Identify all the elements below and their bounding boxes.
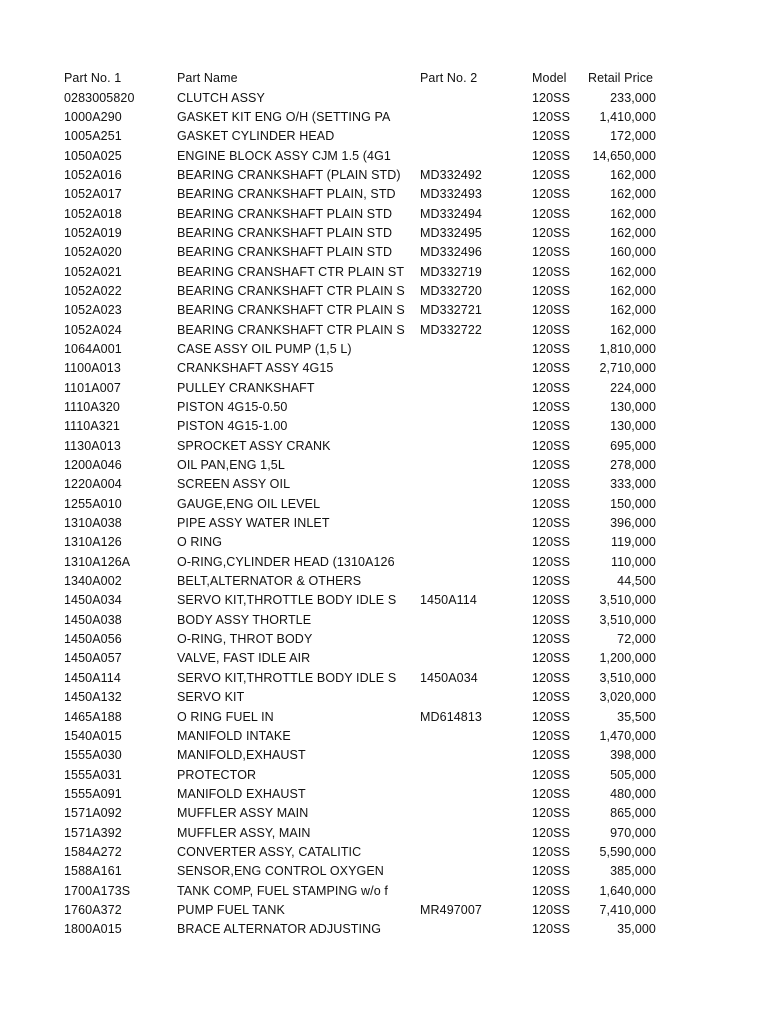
table-row bbox=[62, 88, 657, 107]
cell-part-no-1: 1052A022 bbox=[64, 283, 122, 298]
cell-model: 120SS bbox=[532, 844, 571, 859]
cell-part-no-1: 1450A114 bbox=[64, 670, 121, 685]
cell-model: 120SS bbox=[532, 322, 571, 337]
cell-part-no-1: 1110A320 bbox=[64, 400, 120, 415]
cell-retail-price: 3,510,000 bbox=[599, 670, 656, 685]
cell-part-no-1: 1064A001 bbox=[64, 341, 122, 356]
table-row bbox=[62, 262, 657, 281]
cell-part-name: CRANKSHAFT ASSY 4G15 bbox=[177, 361, 334, 376]
table-row bbox=[62, 204, 657, 223]
cell-part-name: OIL PAN,ENG 1,5L bbox=[177, 458, 285, 473]
cell-part-name: BEARING CRANSHAFT CTR PLAIN ST bbox=[177, 264, 405, 279]
cell-part-name: GASKET CYLINDER HEAD bbox=[177, 129, 335, 144]
cell-model: 120SS bbox=[532, 264, 571, 279]
cell-part-name: BEARING CRANKSHAFT (PLAIN STD) bbox=[177, 167, 401, 182]
cell-model: 120SS bbox=[532, 380, 571, 395]
cell-part-no-2 bbox=[418, 649, 530, 668]
cell-retail-price: 162,000 bbox=[610, 187, 656, 202]
header-retail-price: Retail Price bbox=[588, 71, 654, 86]
cell-part-no-2 bbox=[418, 108, 530, 127]
cell-part-name: MUFFLER ASSY MAIN bbox=[177, 806, 309, 821]
cell-part-no-1: 1540A015 bbox=[64, 728, 122, 743]
table-row bbox=[62, 417, 657, 436]
cell-part-name: TANK COMP, FUEL STAMPING w/o f bbox=[177, 883, 388, 898]
cell-part-name: GAUGE,ENG OIL LEVEL bbox=[177, 496, 321, 511]
cell-retail-price: 150,000 bbox=[610, 496, 656, 511]
table-row bbox=[62, 398, 657, 417]
cell-part-name: CLUTCH ASSY bbox=[177, 90, 265, 105]
cell-retail-price: 7,410,000 bbox=[599, 902, 656, 917]
table-row bbox=[62, 843, 657, 862]
cell-part-no-2 bbox=[418, 398, 530, 417]
cell-part-no-1: 1100A013 bbox=[64, 361, 121, 376]
cell-part-no-2 bbox=[418, 88, 530, 107]
cell-retail-price: 1,410,000 bbox=[599, 109, 656, 124]
parts-price-table bbox=[62, 69, 657, 939]
cell-retail-price: 35,000 bbox=[617, 922, 656, 937]
table-row bbox=[62, 224, 657, 243]
cell-retail-price: 1,200,000 bbox=[599, 651, 656, 666]
cell-retail-price: 72,000 bbox=[617, 632, 656, 647]
cell-part-name: O RING FUEL IN bbox=[177, 709, 274, 724]
cell-retail-price: 3,510,000 bbox=[599, 612, 656, 627]
cell-part-no-2 bbox=[418, 862, 530, 881]
table-row bbox=[62, 166, 657, 185]
cell-model: 120SS bbox=[532, 786, 571, 801]
cell-retail-price: 130,000 bbox=[610, 400, 656, 415]
cell-model: 120SS bbox=[532, 554, 571, 569]
table-row bbox=[62, 630, 657, 649]
cell-retail-price: 162,000 bbox=[610, 283, 656, 298]
cell-model: 120SS bbox=[532, 419, 571, 434]
cell-part-no-2 bbox=[418, 514, 530, 533]
cell-part-no-2: MD332720 bbox=[420, 283, 482, 298]
cell-model: 120SS bbox=[532, 129, 571, 144]
cell-retail-price: 162,000 bbox=[610, 167, 656, 182]
table-row bbox=[62, 707, 657, 726]
cell-part-no-1: 1800A015 bbox=[64, 922, 122, 937]
cell-part-name: CASE ASSY OIL PUMP (1,5 L) bbox=[177, 341, 352, 356]
cell-part-name: BEARING CRANKSHAFT PLAIN STD bbox=[177, 206, 393, 221]
table-row bbox=[62, 881, 657, 900]
table-row bbox=[62, 688, 657, 707]
cell-model: 120SS bbox=[532, 864, 571, 879]
table-row bbox=[62, 282, 657, 301]
cell-part-no-2: MD332496 bbox=[420, 245, 482, 260]
cell-part-name: ENGINE BLOCK ASSY CJM 1.5 (4G1 bbox=[177, 148, 391, 163]
cell-part-no-1: 1052A017 bbox=[64, 187, 122, 202]
cell-part-name: SCREEN ASSY OIL bbox=[177, 477, 291, 492]
cell-part-name: BEARING CRANKSHAFT CTR PLAIN S bbox=[177, 283, 405, 298]
cell-retail-price: 35,500 bbox=[617, 709, 656, 724]
cell-part-no-2 bbox=[418, 379, 530, 398]
table-row bbox=[62, 320, 657, 339]
cell-model: 120SS bbox=[532, 148, 571, 163]
cell-part-name: MUFFLER ASSY, MAIN bbox=[177, 825, 311, 840]
cell-part-no-1: 1450A056 bbox=[64, 632, 122, 647]
cell-part-no-1: 1571A392 bbox=[64, 825, 122, 840]
table-row bbox=[62, 456, 657, 475]
cell-retail-price: 865,000 bbox=[610, 806, 656, 821]
cell-part-no-1: 1000A290 bbox=[64, 109, 122, 124]
cell-part-no-1: 1310A038 bbox=[64, 516, 122, 531]
cell-part-no-2 bbox=[418, 553, 530, 572]
cell-model: 120SS bbox=[532, 883, 571, 898]
cell-part-name: BELT,ALTERNATOR & OTHERS bbox=[177, 574, 362, 589]
table-row bbox=[62, 862, 657, 881]
cell-part-no-1: 1050A025 bbox=[64, 148, 122, 163]
header-part-no-1: Part No. 1 bbox=[64, 71, 122, 86]
cell-part-name: SERVO KIT bbox=[177, 690, 245, 705]
cell-part-no-1: 1005A251 bbox=[64, 129, 122, 144]
cell-part-name: SERVO KIT,THROTTLE BODY IDLE S bbox=[177, 670, 397, 685]
cell-part-no-1: 1052A018 bbox=[64, 206, 122, 221]
cell-model: 120SS bbox=[532, 709, 571, 724]
table-row bbox=[62, 379, 657, 398]
cell-part-no-1: 1700A173S bbox=[64, 883, 131, 898]
table-row bbox=[62, 920, 657, 939]
table-row bbox=[62, 901, 657, 920]
cell-part-no-2: MD332719 bbox=[420, 264, 482, 279]
table-row bbox=[62, 572, 657, 591]
cell-part-no-2 bbox=[418, 340, 530, 359]
table-row bbox=[62, 243, 657, 262]
header-part-name: Part Name bbox=[177, 71, 238, 86]
cell-model: 120SS bbox=[532, 496, 571, 511]
cell-part-no-2 bbox=[418, 475, 530, 494]
cell-model: 120SS bbox=[532, 651, 571, 666]
cell-model: 120SS bbox=[532, 535, 571, 550]
cell-part-no-2: 1450A034 bbox=[420, 670, 478, 685]
cell-part-no-1: 1310A126A bbox=[64, 554, 131, 569]
cell-part-no-2 bbox=[418, 417, 530, 436]
cell-part-no-2: MD332495 bbox=[420, 225, 482, 240]
cell-part-name: PULLEY CRANKSHAFT bbox=[177, 380, 315, 395]
cell-part-name: MANIFOLD,EXHAUST bbox=[177, 748, 306, 763]
cell-model: 120SS bbox=[532, 767, 571, 782]
cell-part-name: O-RING,CYLINDER HEAD (1310A126 bbox=[177, 554, 395, 569]
cell-part-name: PROTECTOR bbox=[177, 767, 257, 782]
table-row bbox=[62, 340, 657, 359]
cell-part-no-2 bbox=[418, 746, 530, 765]
cell-model: 120SS bbox=[532, 90, 571, 105]
cell-part-name: BEARING CRANKSHAFT PLAIN, STD bbox=[177, 187, 396, 202]
cell-model: 120SS bbox=[532, 690, 571, 705]
cell-part-no-2: MD332492 bbox=[420, 167, 482, 182]
cell-part-no-1: 1760A372 bbox=[64, 902, 122, 917]
cell-part-no-2: MD332494 bbox=[420, 206, 482, 221]
cell-retail-price: 162,000 bbox=[610, 225, 656, 240]
cell-part-name: PIPE ASSY WATER INLET bbox=[177, 516, 330, 531]
cell-model: 120SS bbox=[532, 902, 571, 917]
cell-part-no-2 bbox=[418, 127, 530, 146]
cell-part-name: SERVO KIT,THROTTLE BODY IDLE S bbox=[177, 593, 397, 608]
cell-model: 120SS bbox=[532, 245, 571, 260]
cell-part-name: BEARING CRANKSHAFT PLAIN STD bbox=[177, 225, 393, 240]
cell-part-no-2 bbox=[418, 765, 530, 784]
cell-part-no-2 bbox=[418, 456, 530, 475]
cell-retail-price: 14,650,000 bbox=[592, 148, 656, 163]
cell-retail-price: 970,000 bbox=[610, 825, 656, 840]
cell-part-no-1: 1200A046 bbox=[64, 458, 122, 473]
cell-retail-price: 162,000 bbox=[610, 322, 656, 337]
cell-model: 120SS bbox=[532, 458, 571, 473]
cell-part-no-2 bbox=[418, 727, 530, 746]
cell-part-name: SPROCKET ASSY CRANK bbox=[177, 438, 331, 453]
cell-part-no-1: 1310A126 bbox=[64, 535, 122, 550]
table-row bbox=[62, 553, 657, 572]
cell-model: 120SS bbox=[532, 516, 571, 531]
table-body bbox=[62, 88, 657, 939]
cell-part-no-1: 1052A020 bbox=[64, 245, 122, 260]
cell-part-name: VALVE, FAST IDLE AIR bbox=[177, 651, 311, 666]
cell-part-name: BEARING CRANKSHAFT CTR PLAIN S bbox=[177, 322, 405, 337]
table-row bbox=[62, 669, 657, 688]
cell-retail-price: 480,000 bbox=[610, 786, 656, 801]
table-row bbox=[62, 804, 657, 823]
table-row bbox=[62, 591, 657, 610]
cell-model: 120SS bbox=[532, 167, 571, 182]
cell-part-no-2 bbox=[418, 920, 530, 939]
cell-part-no-2 bbox=[418, 572, 530, 591]
cell-model: 120SS bbox=[532, 303, 571, 318]
cell-part-no-2 bbox=[418, 146, 530, 165]
cell-retail-price: 110,000 bbox=[611, 554, 656, 569]
cell-model: 120SS bbox=[532, 574, 571, 589]
cell-model: 120SS bbox=[532, 341, 571, 356]
table-row bbox=[62, 514, 657, 533]
cell-part-no-1: 1052A024 bbox=[64, 322, 122, 337]
cell-part-no-1: 1555A091 bbox=[64, 786, 122, 801]
cell-part-name: PISTON 4G15-0.50 bbox=[177, 400, 288, 415]
cell-part-no-2 bbox=[418, 688, 530, 707]
cell-retail-price: 505,000 bbox=[610, 767, 656, 782]
cell-retail-price: 44,500 bbox=[617, 574, 656, 589]
cell-part-no-2 bbox=[418, 804, 530, 823]
cell-retail-price: 1,470,000 bbox=[599, 728, 656, 743]
cell-model: 120SS bbox=[532, 748, 571, 763]
cell-model: 120SS bbox=[532, 400, 571, 415]
cell-model: 120SS bbox=[532, 922, 571, 937]
cell-part-no-1: 1571A092 bbox=[64, 806, 122, 821]
cell-part-no-1: 1450A034 bbox=[64, 593, 122, 608]
cell-part-no-1: 1450A038 bbox=[64, 612, 122, 627]
cell-part-no-1: 1130A013 bbox=[64, 438, 121, 453]
table-row bbox=[62, 823, 657, 842]
table-header bbox=[62, 69, 657, 88]
cell-part-no-1: 1340A002 bbox=[64, 574, 122, 589]
cell-model: 120SS bbox=[532, 438, 571, 453]
cell-part-no-1: 1450A132 bbox=[64, 690, 122, 705]
cell-part-name: GASKET KIT ENG O/H (SETTING PA bbox=[177, 109, 391, 124]
cell-retail-price: 5,590,000 bbox=[599, 844, 656, 859]
cell-part-name: MANIFOLD EXHAUST bbox=[177, 786, 306, 801]
table-row bbox=[62, 108, 657, 127]
cell-model: 120SS bbox=[532, 593, 571, 608]
cell-retail-price: 396,000 bbox=[610, 516, 656, 531]
cell-part-no-2 bbox=[418, 437, 530, 456]
cell-retail-price: 162,000 bbox=[610, 303, 656, 318]
cell-part-no-2 bbox=[418, 823, 530, 842]
table-row bbox=[62, 301, 657, 320]
cell-part-name: SENSOR,ENG CONTROL OXYGEN bbox=[177, 864, 384, 879]
cell-part-no-2 bbox=[418, 533, 530, 552]
header-part-no-2: Part No. 2 bbox=[420, 71, 478, 86]
table-row bbox=[62, 785, 657, 804]
cell-part-no-2 bbox=[418, 611, 530, 630]
cell-part-no-1: 1450A057 bbox=[64, 651, 122, 666]
cell-retail-price: 3,020,000 bbox=[599, 690, 656, 705]
cell-part-name: BEARING CRANKSHAFT CTR PLAIN S bbox=[177, 303, 405, 318]
cell-part-no-1: 1555A030 bbox=[64, 748, 122, 763]
cell-retail-price: 385,000 bbox=[610, 864, 656, 879]
cell-part-name: O-RING, THROT BODY bbox=[177, 632, 313, 647]
cell-part-name: O RING bbox=[177, 535, 223, 550]
cell-retail-price: 398,000 bbox=[610, 748, 656, 763]
cell-model: 120SS bbox=[532, 225, 571, 240]
cell-part-name: BRACE ALTERNATOR ADJUSTING bbox=[177, 922, 382, 937]
cell-part-no-2 bbox=[418, 843, 530, 862]
table-row bbox=[62, 127, 657, 146]
header-model: Model bbox=[532, 71, 567, 86]
table-row bbox=[62, 765, 657, 784]
cell-retail-price: 160,000 bbox=[610, 245, 656, 260]
cell-part-no-1: 0283005820 bbox=[64, 90, 135, 105]
cell-part-no-1: 1101A007 bbox=[64, 380, 121, 395]
cell-part-no-1: 1588A161 bbox=[64, 864, 122, 879]
cell-retail-price: 333,000 bbox=[610, 477, 656, 492]
cell-model: 120SS bbox=[532, 612, 571, 627]
cell-model: 120SS bbox=[532, 109, 571, 124]
cell-part-name: PUMP FUEL TANK bbox=[177, 902, 285, 917]
cell-part-name: MANIFOLD INTAKE bbox=[177, 728, 291, 743]
cell-part-no-2 bbox=[418, 881, 530, 900]
cell-retail-price: 695,000 bbox=[610, 438, 656, 453]
cell-retail-price: 1,810,000 bbox=[599, 341, 656, 356]
cell-model: 120SS bbox=[532, 477, 571, 492]
cell-part-no-1: 1110A321 bbox=[64, 419, 120, 434]
cell-part-no-2: MD332493 bbox=[420, 187, 482, 202]
cell-part-no-2 bbox=[418, 495, 530, 514]
table-row bbox=[62, 359, 657, 378]
table-row bbox=[62, 727, 657, 746]
cell-part-no-1: 1220A004 bbox=[64, 477, 122, 492]
cell-model: 120SS bbox=[532, 283, 571, 298]
cell-retail-price: 172,000 bbox=[610, 129, 656, 144]
cell-retail-price: 233,000 bbox=[610, 90, 656, 105]
cell-retail-price: 2,710,000 bbox=[599, 361, 656, 376]
cell-part-no-1: 1052A021 bbox=[64, 264, 122, 279]
cell-retail-price: 119,000 bbox=[611, 535, 656, 550]
table-row bbox=[62, 649, 657, 668]
cell-part-name: BEARING CRANKSHAFT PLAIN STD bbox=[177, 245, 393, 260]
cell-part-no-2: 1450A114 bbox=[420, 593, 477, 608]
cell-retail-price: 278,000 bbox=[610, 458, 656, 473]
cell-part-no-2 bbox=[418, 630, 530, 649]
table-row bbox=[62, 746, 657, 765]
table-row bbox=[62, 611, 657, 630]
table-row bbox=[62, 495, 657, 514]
cell-retail-price: 1,640,000 bbox=[599, 883, 656, 898]
cell-part-no-2: MD332721 bbox=[420, 303, 482, 318]
cell-part-name: PISTON 4G15-1.00 bbox=[177, 419, 288, 434]
cell-part-no-1: 1584A272 bbox=[64, 844, 122, 859]
cell-retail-price: 162,000 bbox=[610, 264, 656, 279]
cell-retail-price: 3,510,000 bbox=[599, 593, 656, 608]
cell-model: 120SS bbox=[532, 806, 571, 821]
cell-part-no-1: 1555A031 bbox=[64, 767, 122, 782]
cell-model: 120SS bbox=[532, 728, 571, 743]
cell-model: 120SS bbox=[532, 206, 571, 221]
table-row bbox=[62, 475, 657, 494]
table-row bbox=[62, 533, 657, 552]
cell-part-no-2: MD614813 bbox=[420, 709, 482, 724]
header-row bbox=[62, 69, 657, 88]
cell-part-no-1: 1052A019 bbox=[64, 225, 122, 240]
cell-part-name: CONVERTER ASSY, CATALITIC bbox=[177, 844, 362, 859]
cell-retail-price: 162,000 bbox=[610, 206, 656, 221]
cell-part-no-2 bbox=[418, 359, 530, 378]
cell-part-name: BODY ASSY THORTLE bbox=[177, 612, 312, 627]
cell-part-no-1: 1052A016 bbox=[64, 167, 122, 182]
cell-part-no-1: 1052A023 bbox=[64, 303, 122, 318]
cell-model: 120SS bbox=[532, 670, 571, 685]
table-row bbox=[62, 146, 657, 165]
cell-retail-price: 224,000 bbox=[610, 380, 656, 395]
cell-part-no-1: 1255A010 bbox=[64, 496, 122, 511]
cell-retail-price: 130,000 bbox=[610, 419, 656, 434]
table-row bbox=[62, 437, 657, 456]
cell-part-no-2: MR497007 bbox=[420, 902, 482, 917]
cell-part-no-1: 1465A188 bbox=[64, 709, 122, 724]
table-row bbox=[62, 185, 657, 204]
cell-model: 120SS bbox=[532, 825, 571, 840]
cell-part-no-2: MD332722 bbox=[420, 322, 482, 337]
cell-model: 120SS bbox=[532, 187, 571, 202]
cell-model: 120SS bbox=[532, 632, 571, 647]
cell-part-no-2 bbox=[418, 785, 530, 804]
cell-model: 120SS bbox=[532, 361, 571, 376]
